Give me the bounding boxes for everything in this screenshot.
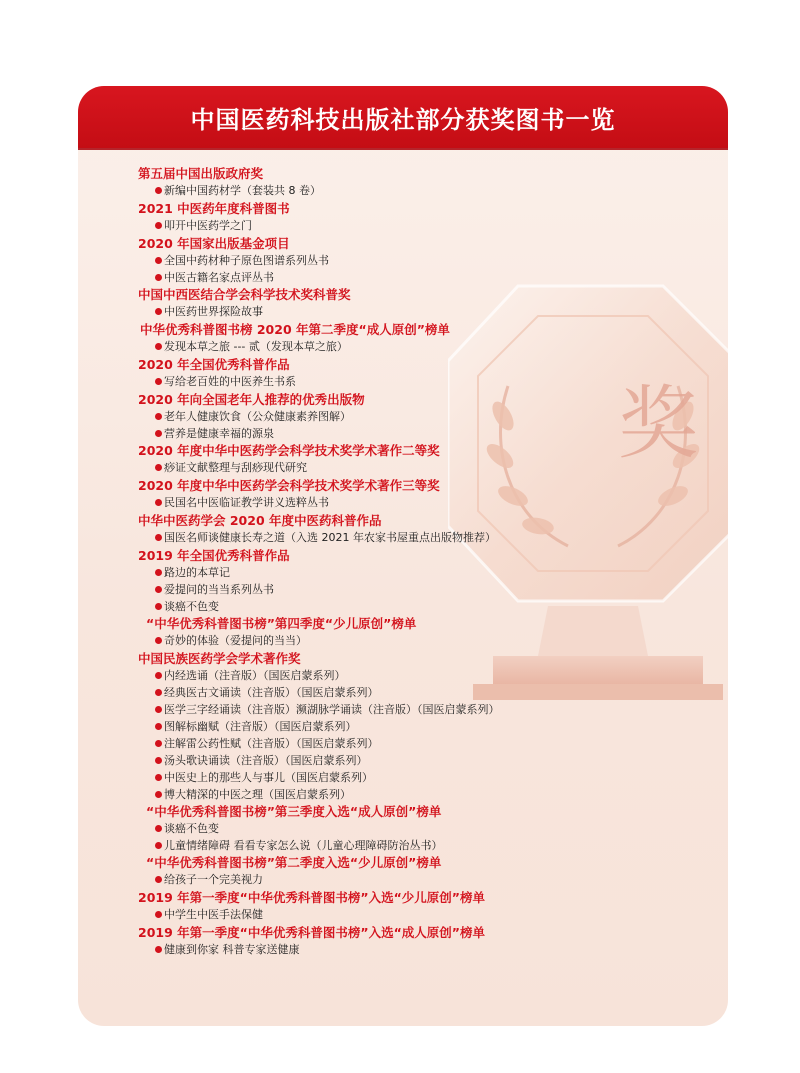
book-title: 叩开中医药学之门 [164,219,252,232]
book-item [138,685,728,702]
award-list [138,166,728,960]
award-heading: 2020 年全国优秀科普作品 [138,357,290,372]
book-title: 全国中药材种子原色图谱系列丛书 [164,254,329,267]
bullet-icon [155,464,162,471]
award-section [138,804,728,855]
bullet-icon [155,876,162,883]
book-title: 图解标幽赋（注音版）（国医启蒙系列） [164,720,357,733]
book-title: 中医古籍名家点评丛书 [164,271,274,284]
award-section [138,392,728,443]
award-section [138,651,728,804]
bullet-icon [155,723,162,730]
award-section [138,201,728,236]
book-item [138,530,728,548]
book-title: 医学三字经诵读（注音版）濒湖脉学诵读（注音版）（国医启蒙系列） [164,703,500,716]
book-title: 中医史上的那些人与事儿（国医启蒙系列） [164,771,373,784]
book-item [138,702,728,719]
award-heading: 中华中医药学会 2020 年度中医药科普作品 [138,513,382,528]
watermark-character: 奖 [618,377,698,470]
award-heading: 2020 年度中华中医药学会科学技术奖学术著作二等奖 [138,443,440,458]
bullet-icon [155,343,162,350]
book-title: 中学生中医手法保健 [164,908,263,921]
book-item [138,304,728,322]
award-heading: “中华优秀科普图书榜”第三季度入选“成人原创”榜单 [146,804,442,819]
award-section [138,855,728,890]
award-heading: 2021 中医药年度科普图书 [138,201,290,216]
award-heading: 第五届中国出版政府奖 [138,166,264,181]
book-title: 博大精深的中医之理（国医启蒙系列） [164,788,351,801]
book-title: 写给老百姓的中医养生书系 [164,375,296,388]
book-item [138,770,728,787]
book-title: 营养是健康幸福的源泉 [164,427,274,440]
bullet-icon [155,825,162,832]
bullet-icon [155,378,162,385]
book-title: 新编中国药材学（套装共 8 卷） [164,184,321,197]
book-item [138,821,728,838]
book-title: 内经选诵（注音版）（国医启蒙系列） [164,669,346,682]
book-item [138,838,728,855]
book-item [138,736,728,753]
bullet-icon [155,222,162,229]
book-title: 发现本草之旅 --- 贰（发现本草之旅） [164,340,348,353]
book-title: 给孩子一个完美视力 [164,873,263,886]
book-title: 谈癌不色变 [164,600,219,613]
award-section [138,357,728,392]
book-title: 谈癌不色变 [164,822,219,835]
bullet-icon [155,430,162,437]
award-section [138,236,728,287]
bullet-icon [155,586,162,593]
bullet-icon [155,413,162,420]
award-heading: 2020 年国家出版基金项目 [138,236,290,251]
book-item [138,872,728,890]
award-section [138,890,728,925]
award-section [138,287,728,322]
bullet-icon [155,757,162,764]
award-heading: 2019 年第一季度“中华优秀科普图书榜”入选“少儿原创”榜单 [138,890,486,905]
bullet-icon [155,637,162,644]
book-title: 奇妙的体验（爱提问的当当） [164,634,307,647]
book-item [138,339,728,357]
award-heading: 中国中西医结合学会科学技术奖科普奖 [138,287,351,302]
bullet-icon [155,791,162,798]
book-item [138,907,728,925]
book-item [138,218,728,236]
book-title: 健康到你家 科普专家送健康 [164,943,300,956]
award-section [138,166,728,201]
award-section [138,322,728,357]
content-card [78,86,728,1026]
book-item [138,787,728,804]
award-section [138,548,728,616]
award-heading: 中国民族医药学会学术著作奖 [138,651,301,666]
book-item [138,374,728,392]
title-banner [78,86,728,148]
book-item [138,942,728,960]
award-heading: 2020 年向全国老年人推荐的优秀出版物 [138,392,365,407]
bullet-icon [155,603,162,610]
book-title: 中医药世界探险故事 [164,305,263,318]
book-title: 民国名中医临证教学讲义选粹丛书 [164,496,329,509]
book-title: 痧证文献整理与刮痧现代研究 [164,461,307,474]
book-title: 儿童情绪障碍 看看专家怎么说（儿童心理障碍防治丛书） [164,839,443,852]
award-heading: 中华优秀科普图书榜 2020 年第二季度“成人原创”榜单 [140,322,450,337]
bullet-icon [155,946,162,953]
book-title: 国医名师谈健康长寿之道（入选 2021 年农家书屋重点出版物推荐） [164,531,496,544]
book-item [138,719,728,736]
book-item [138,582,728,599]
book-item [138,565,728,582]
bullet-icon [155,911,162,918]
book-item [138,633,728,651]
award-section [138,925,728,960]
book-item [138,599,728,616]
book-item [138,183,728,201]
bullet-icon [155,774,162,781]
book-title: 注解雷公药性赋（注音版）（国医启蒙系列） [164,737,379,750]
book-item [138,668,728,685]
award-section [138,443,728,478]
book-item [138,270,728,287]
book-title: 经典医古文诵读（注音版）（国医启蒙系列） [164,686,379,699]
book-title: 汤头歌诀诵读（注音版）（国医启蒙系列） [164,754,368,767]
book-item [138,460,728,478]
book-item [138,253,728,270]
book-title: 爱提问的当当系列丛书 [164,583,274,596]
bullet-icon [155,569,162,576]
award-heading: 2019 年第一季度“中华优秀科普图书榜”入选“成人原创”榜单 [138,925,486,940]
bullet-icon [155,257,162,264]
bullet-icon [155,842,162,849]
book-item [138,495,728,513]
book-item [138,409,728,426]
page-title: 中国医药科技出版社部分获奖图书一览 [190,105,616,134]
bullet-icon [155,672,162,679]
award-heading: 2019 年全国优秀科普作品 [138,548,290,563]
award-heading: “中华优秀科普图书榜”第二季度入选“少儿原创”榜单 [146,855,442,870]
bullet-icon [155,689,162,696]
award-section [138,616,728,651]
bullet-icon [155,274,162,281]
book-item [138,426,728,443]
bullet-icon [155,187,162,194]
bullet-icon [155,308,162,315]
bullet-icon [155,706,162,713]
award-section [138,478,728,513]
bullet-icon [155,499,162,506]
award-heading: 2020 年度中华中医药学会科学技术奖学术著作三等奖 [138,478,440,493]
bullet-icon [155,740,162,747]
award-heading: “中华优秀科普图书榜”第四季度“少儿原创”榜单 [146,616,417,631]
book-title: 路边的本草记 [164,566,230,579]
book-item [138,753,728,770]
award-section [138,513,728,548]
bullet-icon [155,534,162,541]
book-title: 老年人健康饮食（公众健康素养图解） [164,410,351,423]
